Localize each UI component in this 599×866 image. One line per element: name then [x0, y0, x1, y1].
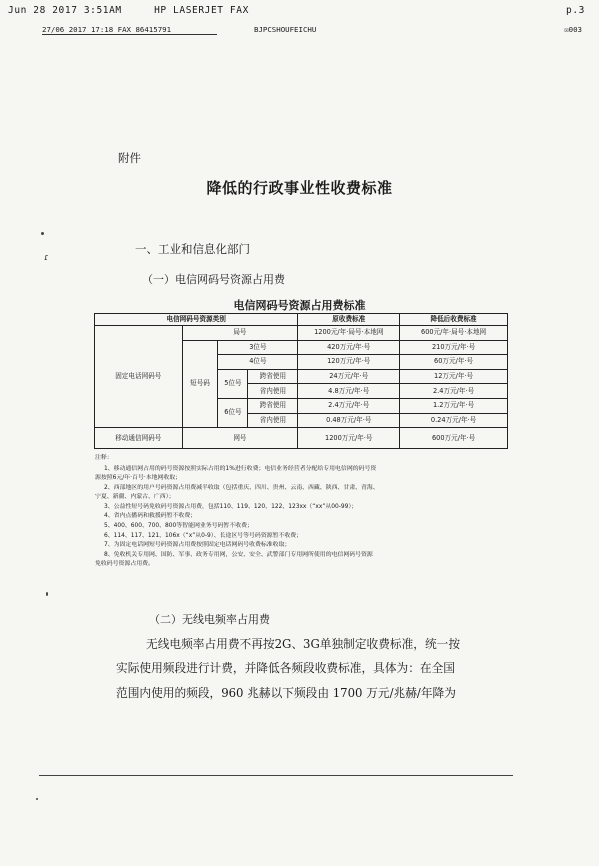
note-line: 8、免收机关专用网、国防、军事、政务专用网，公安、安全、武警部门专用网所使用的电信网码号资源 — [104, 551, 373, 558]
note-line: 免收码号资源占用费。 — [95, 561, 154, 568]
short-number-group: 短号码 — [182, 340, 218, 428]
mobile-network-group: 移动通信网码号 — [95, 428, 183, 449]
section-heading: 一、工业和信息化部门 — [135, 242, 250, 256]
fax-sender-id: BJPCSHOUFEICHU — [254, 25, 317, 34]
table-row: 6位号 跨省使用 2.4万元/年·号 1.2万元/年·号 — [95, 398, 508, 413]
footer-rule — [39, 775, 513, 776]
note-line: 6、114、117、121、106x（“x”从0-9）、长途区号等号码资源暂不收费； — [104, 532, 303, 539]
header-original: 原收费标准 — [298, 314, 400, 326]
body-paragraph — [116, 632, 516, 705]
fax-underline — [42, 34, 217, 35]
paragraph-line: 范围内使用的频段，960 兆赫以下频段由 1700 万元/兆赫/年降为 — [116, 685, 456, 700]
fixed-network-group: 固定电话网码号 — [95, 326, 183, 428]
note-line: 1、移动通信网占用的码号资源按照实际占用的1%进行收费；电信业务经营者分配给专用电信网的码号资 — [104, 465, 377, 472]
scan-speck — [46, 592, 48, 596]
scan-speck — [36, 798, 38, 800]
fax-subheader — [42, 25, 582, 34]
scan-speck — [41, 232, 44, 235]
table-row: 4位号 120万元/年·号 60万元/年·号 — [95, 355, 508, 370]
scan-mark: ɾ — [44, 253, 49, 263]
note-line: 3、公益性短号码免收码号资源占用费，包括110、119、120、122、123xx（“xx”从00-99）； — [104, 503, 358, 510]
fee-table — [94, 313, 508, 449]
header-category: 电信网码号资源类别 — [95, 314, 298, 326]
note-line: 宁夏、新疆、内蒙古、广西）； — [95, 494, 175, 501]
table-row: 移动通信网码号 网号 1200万元/年·号 600万元/年·号 — [95, 428, 508, 449]
fax-sequence: ☒003 — [564, 25, 582, 34]
fax-header — [8, 5, 591, 16]
fax-send-info: 27/06 2017 17:18 FAX 86415791 — [42, 25, 172, 34]
fax-page-number: p.3 — [566, 5, 585, 16]
six-digit-group: 6位号 — [218, 398, 248, 427]
annex-label: 附件 — [118, 151, 141, 165]
table-row: 省内使用 4.8万元/年·号 2.4万元/年·号 — [95, 384, 508, 399]
table-row: 固定电话网码号 局号 1200元/年·局号·本地网 600元/年·局号·本地网 — [95, 326, 508, 341]
note-line: 源按照6元/年·百号·本地网收取； — [95, 475, 182, 482]
five-digit-group: 5位号 — [218, 369, 248, 398]
fax-timestamp: Jun 28 2017 3:51AM — [8, 5, 122, 16]
subsection-heading: （一）电信网码号资源占用费 — [142, 273, 285, 286]
subsection-heading-2: （二）无线电频率占用费 — [149, 613, 270, 626]
document-title: 降低的行政事业性收费标准 — [206, 179, 393, 197]
note-line: 2、西部地区的用户号码资源占用费减半收取（包括重庆、四川、贵州、云南、西藏、陕西、甘肃、青海、 — [104, 484, 379, 491]
table-notes — [95, 454, 525, 570]
notes-title: 注释： — [95, 455, 113, 461]
header-new: 降低后收费标准 — [400, 314, 508, 326]
paragraph-line: 实际使用频段进行计费，并降低各频段收费标准，具体为：在全国 — [116, 661, 455, 676]
note-line: 7、为固定电话网短号码资源占用费按照固定电话网码号收费标准收取； — [104, 542, 291, 549]
table-row: 5位号 跨省使用 24万元/年·号 12万元/年·号 — [95, 369, 508, 384]
table-header-row — [95, 314, 508, 326]
table-row: 短号码 3位号 420万元/年·号 210万元/年·号 — [95, 340, 508, 355]
fax-page-icon: ☒ — [564, 25, 569, 34]
fax-device: HP LASERJET FAX — [154, 5, 249, 16]
table-row: 省内使用 0.48万元/年·号 0.24万元/年·号 — [95, 413, 508, 428]
note-line: 5、400、600、700、800等智能网业务号码暂不收费； — [104, 522, 253, 529]
paragraph-line: 无线电频率占用费不再按2G、3G单独制定收费标准，统一按 — [146, 637, 461, 651]
note-line: 4、省内点播码和救援码暂不收费； — [104, 513, 197, 520]
table-title: 电信网码号资源占用费标准 — [233, 299, 366, 312]
